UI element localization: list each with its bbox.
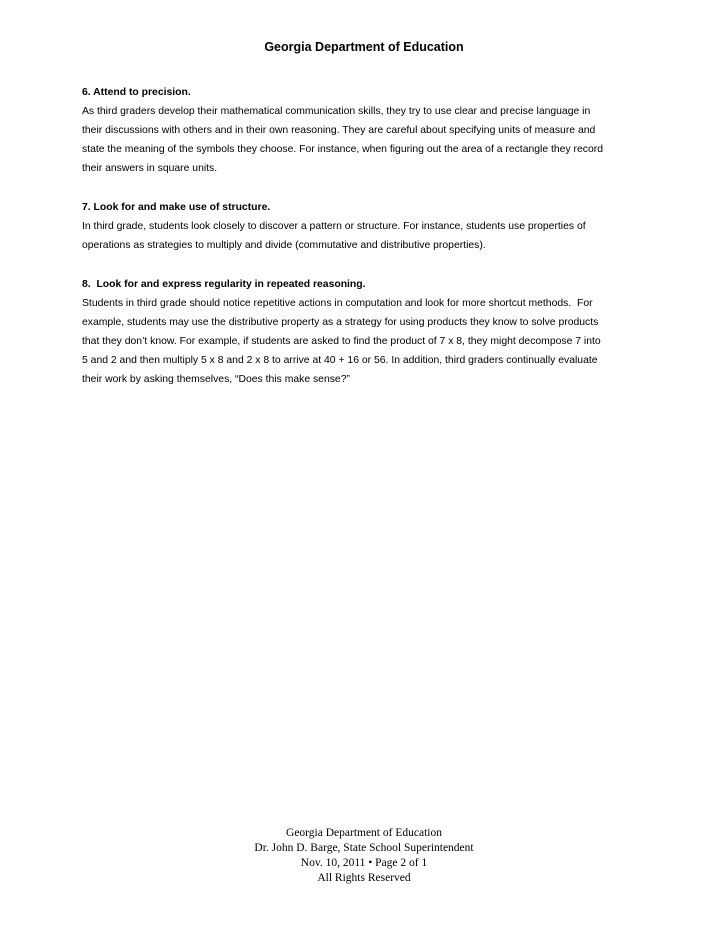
section-heading: 6. Attend to precision. xyxy=(82,87,191,98)
section-use-of-structure xyxy=(82,198,662,255)
body-line: As third graders develop their mathematical communication skills, they try to use clear and precise language in xyxy=(82,106,591,117)
body-line: their answers in square units. xyxy=(82,163,218,174)
body-line: operations as strategies to multiply and divide (commutative and distributive properties). xyxy=(82,240,486,251)
body-line: Students in third grade should notice repetitive actions in computation and look for more shortcut methods. For xyxy=(82,298,593,309)
body-line: example, students may use the distributive property as a strategy for using products they know to solve products xyxy=(82,317,599,328)
body-line: their work by asking themselves, “Does this make sense?” xyxy=(82,374,350,385)
section-body xyxy=(82,217,662,255)
section-body xyxy=(82,102,662,178)
body-line: that they don’t know. For example, if students are asked to find the product of 7 x 8, they might decompose 7 into xyxy=(82,336,601,347)
body-line: In third grade, students look closely to discover a pattern or structure. For instance, students use properties of xyxy=(82,221,586,232)
section-heading: 8. Look for and express regularity in repeated reasoning. xyxy=(82,279,366,290)
body-line: their discussions with others and in their own reasoning. They are careful about specifying units of measure and xyxy=(82,125,596,136)
section-repeated-reasoning xyxy=(82,275,662,389)
section-attend-to-precision xyxy=(82,83,662,178)
footer-organization: Georgia Department of Education xyxy=(286,827,442,839)
section-body xyxy=(82,294,662,389)
page-header: Georgia Department of Education xyxy=(264,40,464,54)
section-heading: 7. Look for and make use of structure. xyxy=(82,202,271,213)
footer-date-page: Nov. 10, 2011 • Page 2 of 1 xyxy=(300,857,428,869)
footer-superintendent: Dr. John D. Barge, State School Superintendent xyxy=(254,842,474,854)
page-footer xyxy=(0,826,728,886)
body-line: state the meaning of the symbols they choose. For instance, when figuring out the area of a rectangle they record xyxy=(82,144,603,155)
footer-rights: All Rights Reserved xyxy=(317,872,411,884)
document-body xyxy=(82,83,662,409)
body-line: 5 and 2 and then multiply 5 x 8 and 2 x 8 to arrive at 40 + 16 or 56. In addition, third graders continually evaluate xyxy=(82,355,598,366)
